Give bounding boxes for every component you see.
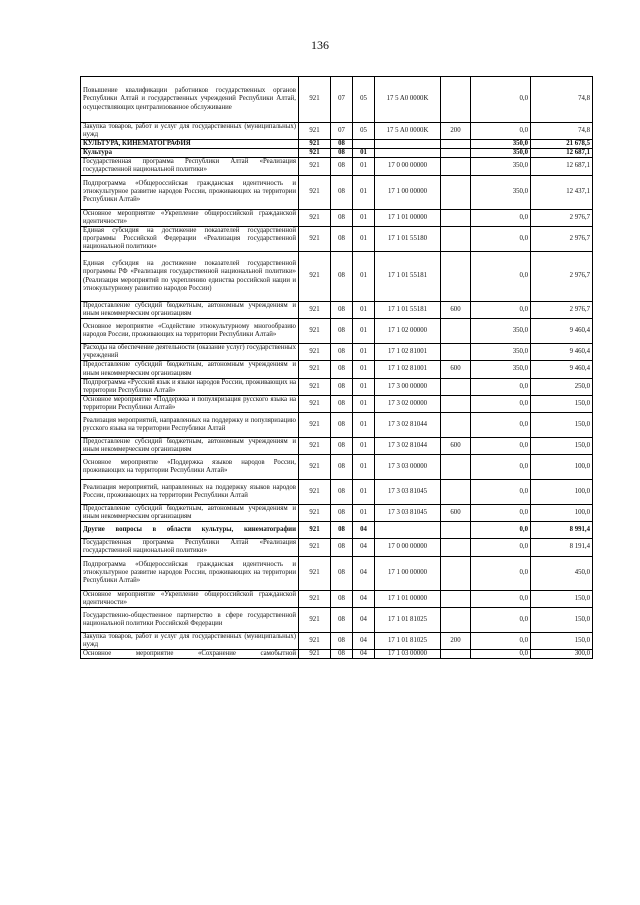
row-value-2-cell: 9 460,4 (531, 319, 593, 344)
table-row (81, 455, 593, 480)
row-section-cell: 08 (331, 140, 353, 149)
table-row (81, 437, 593, 454)
row-section-cell: 08 (331, 505, 353, 522)
row-subsection-cell: 01 (353, 412, 375, 437)
row-subsection-cell: 01 (353, 344, 375, 361)
row-subsection-cell: 01 (353, 395, 375, 412)
row-target-article-cell: 17 3 00 00000 (375, 378, 441, 395)
row-value-1-cell: 0,0 (471, 522, 531, 539)
row-value-2-cell: 2 976,7 (531, 252, 593, 302)
row-section-cell: 08 (331, 412, 353, 437)
table-row (81, 505, 593, 522)
row-grbs-cell: 921 (299, 319, 331, 344)
row-section-cell: 08 (331, 361, 353, 378)
row-target-article-cell: 17 5 A0 0000K (375, 77, 441, 123)
row-expense-type-cell (441, 412, 471, 437)
row-target-article-cell: 17 3 03 81045 (375, 480, 441, 505)
row-expense-type-cell (441, 480, 471, 505)
row-value-2-cell: 12 687,1 (531, 149, 593, 158)
row-grbs-cell: 921 (299, 649, 331, 658)
table-row (81, 395, 593, 412)
row-target-article-cell: 17 0 00 00000 (375, 158, 441, 175)
row-target-article-cell: 17 1 01 00000 (375, 590, 441, 607)
row-value-2-cell: 2 976,7 (531, 209, 593, 226)
row-value-1-cell: 0,0 (471, 505, 531, 522)
row-expense-type-cell: 600 (441, 437, 471, 454)
row-expense-type-cell: 200 (441, 123, 471, 140)
row-subsection-cell: 01 (353, 226, 375, 251)
row-target-article-cell: 17 1 01 55180 (375, 226, 441, 251)
table-row (81, 412, 593, 437)
row-name-cell: Единая субсидия на достижение показателей государственной программы Российской Федерации «Реализация государственной национальной политики» (81, 226, 299, 251)
row-value-1-cell: 0,0 (471, 437, 531, 454)
row-name-cell: Государственная программа Республики Алтай «Реализация государственной национальной политики» (81, 539, 299, 556)
row-grbs-cell: 921 (299, 505, 331, 522)
table-row (81, 378, 593, 395)
row-target-article-cell: 17 1 03 00000 (375, 649, 441, 658)
table-row (81, 607, 593, 632)
row-section-cell: 08 (331, 209, 353, 226)
row-section-cell: 08 (331, 590, 353, 607)
row-target-article-cell: 17 3 02 81044 (375, 412, 441, 437)
row-value-1-cell: 0,0 (471, 412, 531, 437)
row-grbs-cell: 921 (299, 252, 331, 302)
row-expense-type-cell (441, 395, 471, 412)
row-expense-type-cell (441, 556, 471, 590)
row-value-1-cell: 0,0 (471, 209, 531, 226)
table-row (81, 226, 593, 251)
row-section-cell: 08 (331, 632, 353, 649)
row-name-cell: Единая субсидия на достижение показателей государственной программы РФ «Реализация государственной национальной политики» (Реализация мероприятий по укреплению единства российской нации и этнокультурному развитию народов России) (81, 252, 299, 302)
row-subsection-cell: 01 (353, 158, 375, 175)
row-section-cell: 08 (331, 252, 353, 302)
row-name-cell: Подпрограмма «Русский язык и языки народов России, проживающих на территории Республики Алтай» (81, 378, 299, 395)
row-subsection-cell: 04 (353, 632, 375, 649)
table-row (81, 123, 593, 140)
row-value-2-cell: 450,0 (531, 556, 593, 590)
row-section-cell: 07 (331, 77, 353, 123)
row-name-cell: Государственно-общественное партнерство в сфере государственной национальной политики Российской Федерации (81, 607, 299, 632)
row-section-cell: 08 (331, 455, 353, 480)
row-grbs-cell: 921 (299, 632, 331, 649)
table-row (81, 539, 593, 556)
row-value-2-cell: 100,0 (531, 455, 593, 480)
row-value-2-cell: 9 460,4 (531, 344, 593, 361)
row-target-article-cell: 17 1 01 81025 (375, 607, 441, 632)
row-value-1-cell: 0,0 (471, 123, 531, 140)
row-grbs-cell: 921 (299, 361, 331, 378)
row-subsection-cell: 01 (353, 302, 375, 319)
row-value-2-cell: 8 991,4 (531, 522, 593, 539)
row-expense-type-cell (441, 175, 471, 209)
row-grbs-cell: 921 (299, 455, 331, 480)
row-value-2-cell: 12 437,1 (531, 175, 593, 209)
row-value-2-cell: 21 678,5 (531, 140, 593, 149)
row-grbs-cell: 921 (299, 226, 331, 251)
row-grbs-cell: 921 (299, 123, 331, 140)
row-expense-type-cell (441, 607, 471, 632)
row-expense-type-cell (441, 649, 471, 658)
row-name-cell: Основное мероприятие «Поддержка языков народов России, проживающих на территории Республики Алтай» (81, 455, 299, 480)
row-value-1-cell: 0,0 (471, 302, 531, 319)
row-value-2-cell: 2 976,7 (531, 226, 593, 251)
row-expense-type-cell: 600 (441, 302, 471, 319)
row-value-2-cell: 2 976,7 (531, 302, 593, 319)
row-name-cell: Реализация мероприятий, направленных на поддержку и популяризацию русского языка на территории Республики Алтай (81, 412, 299, 437)
row-subsection-cell: 01 (353, 149, 375, 158)
row-value-1-cell: 0,0 (471, 607, 531, 632)
row-value-2-cell: 150,0 (531, 412, 593, 437)
row-value-2-cell: 150,0 (531, 607, 593, 632)
row-expense-type-cell (441, 378, 471, 395)
row-name-cell: Предоставление субсидий бюджетным, автономным учреждениям и иным некоммерческим организациям (81, 361, 299, 378)
row-target-article-cell: 17 1 01 81025 (375, 632, 441, 649)
row-subsection-cell: 04 (353, 607, 375, 632)
row-value-1-cell: 350,0 (471, 344, 531, 361)
row-value-2-cell: 12 687,1 (531, 158, 593, 175)
row-grbs-cell: 921 (299, 149, 331, 158)
row-name-cell: Закупка товаров, работ и услуг для государственных (муниципальных) нужд (81, 123, 299, 140)
row-name-cell: Повышение квалификации работников государственных органов Республики Алтай и государственных учреждений Республики Алтай, осуществляющих централизованное обслуживание (81, 77, 299, 123)
row-subsection-cell (353, 140, 375, 149)
row-name-cell: Закупка товаров, работ и услуг для государственных (муниципальных) нужд (81, 632, 299, 649)
table-row (81, 302, 593, 319)
row-name-cell: Подпрограмма «Общероссийская гражданская идентичность и этнокультурное развитие народов России, проживающих на территории Республики Алтай» (81, 175, 299, 209)
row-section-cell: 08 (331, 378, 353, 395)
row-value-2-cell: 100,0 (531, 505, 593, 522)
row-value-2-cell: 9 460,4 (531, 361, 593, 378)
row-value-1-cell: 0,0 (471, 395, 531, 412)
row-section-cell: 07 (331, 123, 353, 140)
row-grbs-cell: 921 (299, 158, 331, 175)
row-value-1-cell: 0,0 (471, 252, 531, 302)
row-section-cell: 08 (331, 539, 353, 556)
row-section-cell: 08 (331, 556, 353, 590)
table-row (81, 344, 593, 361)
row-value-1-cell: 0,0 (471, 455, 531, 480)
row-section-cell: 08 (331, 344, 353, 361)
row-section-cell: 08 (331, 437, 353, 454)
row-grbs-cell: 921 (299, 77, 331, 123)
row-subsection-cell: 04 (353, 522, 375, 539)
table-row (81, 556, 593, 590)
row-name-cell: Основное мероприятие «Укрепление общероссийской гражданской идентичности» (81, 590, 299, 607)
row-grbs-cell: 921 (299, 395, 331, 412)
row-value-1-cell: 0,0 (471, 77, 531, 123)
row-expense-type-cell (441, 158, 471, 175)
row-section-cell: 08 (331, 522, 353, 539)
row-grbs-cell: 921 (299, 344, 331, 361)
row-name-cell: Основное мероприятие «Сохранение самобытной (81, 649, 299, 658)
table-row (81, 319, 593, 344)
table-row (81, 590, 593, 607)
row-target-article-cell: 17 1 01 55181 (375, 302, 441, 319)
row-target-article-cell: 17 3 03 00000 (375, 455, 441, 480)
row-expense-type-cell (441, 140, 471, 149)
row-value-1-cell: 0,0 (471, 632, 531, 649)
row-expense-type-cell (441, 344, 471, 361)
row-section-cell: 08 (331, 149, 353, 158)
table-row (81, 252, 593, 302)
row-section-cell: 08 (331, 319, 353, 344)
row-subsection-cell: 01 (353, 319, 375, 344)
row-subsection-cell: 05 (353, 123, 375, 140)
row-name-cell: Реализация мероприятий, направленных на поддержку языков народов России, проживающих на территории Республики Алтай (81, 480, 299, 505)
row-name-cell: Подпрограмма «Общероссийская гражданская идентичность и этнокультурное развитие народов России, проживающих на территории Республики Алтай» (81, 556, 299, 590)
row-subsection-cell: 01 (353, 175, 375, 209)
row-subsection-cell: 01 (353, 455, 375, 480)
row-target-article-cell: 17 3 02 00000 (375, 395, 441, 412)
row-grbs-cell: 921 (299, 556, 331, 590)
row-target-article-cell: 17 1 00 00000 (375, 556, 441, 590)
row-name-cell: Государственная программа Республики Алтай «Реализация государственной национальной политики» (81, 158, 299, 175)
table-row (81, 149, 593, 158)
row-grbs-cell: 921 (299, 522, 331, 539)
row-target-article-cell: 17 1 02 81001 (375, 344, 441, 361)
row-grbs-cell: 921 (299, 140, 331, 149)
row-section-cell: 08 (331, 175, 353, 209)
row-value-1-cell: 350,0 (471, 158, 531, 175)
table-row (81, 649, 593, 658)
row-grbs-cell: 921 (299, 607, 331, 632)
row-value-1-cell: 0,0 (471, 378, 531, 395)
row-subsection-cell: 01 (353, 361, 375, 378)
row-section-cell: 08 (331, 649, 353, 658)
table-row (81, 480, 593, 505)
row-expense-type-cell (441, 252, 471, 302)
row-value-1-cell: 350,0 (471, 319, 531, 344)
row-value-1-cell: 0,0 (471, 480, 531, 505)
row-grbs-cell: 921 (299, 209, 331, 226)
row-value-1-cell: 350,0 (471, 175, 531, 209)
row-value-1-cell: 350,0 (471, 361, 531, 378)
row-grbs-cell: 921 (299, 412, 331, 437)
row-value-2-cell: 250,0 (531, 378, 593, 395)
row-grbs-cell: 921 (299, 437, 331, 454)
row-name-cell: Основное мероприятие «Поддержка и популяризация русского языка на территории Республики Алтай» (81, 395, 299, 412)
row-subsection-cell: 01 (353, 505, 375, 522)
row-target-article-cell: 17 1 01 55181 (375, 252, 441, 302)
row-value-2-cell: 150,0 (531, 395, 593, 412)
row-value-1-cell: 0,0 (471, 649, 531, 658)
row-target-article-cell: 17 1 02 00000 (375, 319, 441, 344)
row-target-article-cell: 17 3 02 81044 (375, 437, 441, 454)
row-subsection-cell: 04 (353, 556, 375, 590)
row-name-cell: Культура (81, 149, 299, 158)
row-section-cell: 08 (331, 480, 353, 505)
page-number: 136 (311, 38, 329, 52)
row-value-2-cell: 300,0 (531, 649, 593, 658)
row-section-cell: 08 (331, 395, 353, 412)
row-subsection-cell: 04 (353, 590, 375, 607)
row-grbs-cell: 921 (299, 302, 331, 319)
row-name-cell: Предоставление субсидий бюджетным, автономным учреждениям и иным некоммерческим организациям (81, 437, 299, 454)
row-expense-type-cell (441, 590, 471, 607)
row-target-article-cell: 17 1 00 00000 (375, 175, 441, 209)
row-subsection-cell: 01 (353, 252, 375, 302)
row-value-1-cell: 350,0 (471, 140, 531, 149)
row-subsection-cell: 01 (353, 209, 375, 226)
row-name-cell: Предоставление субсидий бюджетным, автономным учреждениям и иным некоммерческим организациям (81, 505, 299, 522)
table-row (81, 209, 593, 226)
row-value-1-cell: 0,0 (471, 556, 531, 590)
table-row (81, 632, 593, 649)
row-grbs-cell: 921 (299, 539, 331, 556)
row-grbs-cell: 921 (299, 590, 331, 607)
row-target-article-cell (375, 522, 441, 539)
row-value-2-cell: 100,0 (531, 480, 593, 505)
row-target-article-cell: 17 1 02 81001 (375, 361, 441, 378)
row-name-cell: Основное мероприятие «Укрепление общероссийской гражданской идентичности» (81, 209, 299, 226)
row-expense-type-cell (441, 77, 471, 123)
row-expense-type-cell (441, 149, 471, 158)
row-subsection-cell: 05 (353, 77, 375, 123)
row-name-cell: Другие вопросы в области культуры, кинематографии (81, 522, 299, 539)
row-target-article-cell: 17 3 03 81045 (375, 505, 441, 522)
row-grbs-cell: 921 (299, 175, 331, 209)
row-subsection-cell: 04 (353, 649, 375, 658)
row-expense-type-cell: 600 (441, 361, 471, 378)
row-value-1-cell: 0,0 (471, 590, 531, 607)
table-row (81, 140, 593, 149)
budget-table (80, 76, 593, 659)
row-name-cell: Предоставление субсидий бюджетным, автономным учреждениям и иным некоммерческим организациям (81, 302, 299, 319)
row-value-2-cell: 8 191,4 (531, 539, 593, 556)
row-value-2-cell: 74,8 (531, 77, 593, 123)
row-expense-type-cell (441, 226, 471, 251)
row-subsection-cell: 01 (353, 480, 375, 505)
row-value-1-cell: 350,0 (471, 149, 531, 158)
row-section-cell: 08 (331, 158, 353, 175)
row-target-article-cell: 17 1 01 00000 (375, 209, 441, 226)
row-value-1-cell: 0,0 (471, 226, 531, 251)
table-row (81, 175, 593, 209)
row-target-article-cell: 17 5 A0 0000K (375, 123, 441, 140)
table-row (81, 77, 593, 123)
row-subsection-cell: 04 (353, 539, 375, 556)
budget-table-body (81, 77, 593, 659)
row-grbs-cell: 921 (299, 378, 331, 395)
row-expense-type-cell (441, 539, 471, 556)
row-expense-type-cell (441, 522, 471, 539)
row-expense-type-cell: 600 (441, 505, 471, 522)
row-subsection-cell: 01 (353, 378, 375, 395)
row-expense-type-cell: 200 (441, 632, 471, 649)
table-row (81, 361, 593, 378)
row-value-2-cell: 150,0 (531, 437, 593, 454)
row-value-2-cell: 150,0 (531, 632, 593, 649)
row-section-cell: 08 (331, 302, 353, 319)
table-row (81, 158, 593, 175)
row-subsection-cell: 01 (353, 437, 375, 454)
row-expense-type-cell (441, 209, 471, 226)
row-target-article-cell (375, 140, 441, 149)
row-section-cell: 08 (331, 607, 353, 632)
row-value-2-cell: 150,0 (531, 590, 593, 607)
row-expense-type-cell (441, 455, 471, 480)
row-name-cell: Расходы на обеспечение деятельности (оказание услуг) государственных учреждений (81, 344, 299, 361)
table-row (81, 522, 593, 539)
row-target-article-cell (375, 149, 441, 158)
row-value-2-cell: 74,8 (531, 123, 593, 140)
row-target-article-cell: 17 0 00 00000 (375, 539, 441, 556)
row-name-cell: Основное мероприятие «Содействие этнокультурному многообразию народов России, проживающих на территории Республики Алтай» (81, 319, 299, 344)
row-grbs-cell: 921 (299, 480, 331, 505)
row-name-cell: КУЛЬТУРА, КИНЕМАТОГРАФИЯ (81, 140, 299, 149)
row-value-1-cell: 0,0 (471, 539, 531, 556)
row-expense-type-cell (441, 319, 471, 344)
row-section-cell: 08 (331, 226, 353, 251)
